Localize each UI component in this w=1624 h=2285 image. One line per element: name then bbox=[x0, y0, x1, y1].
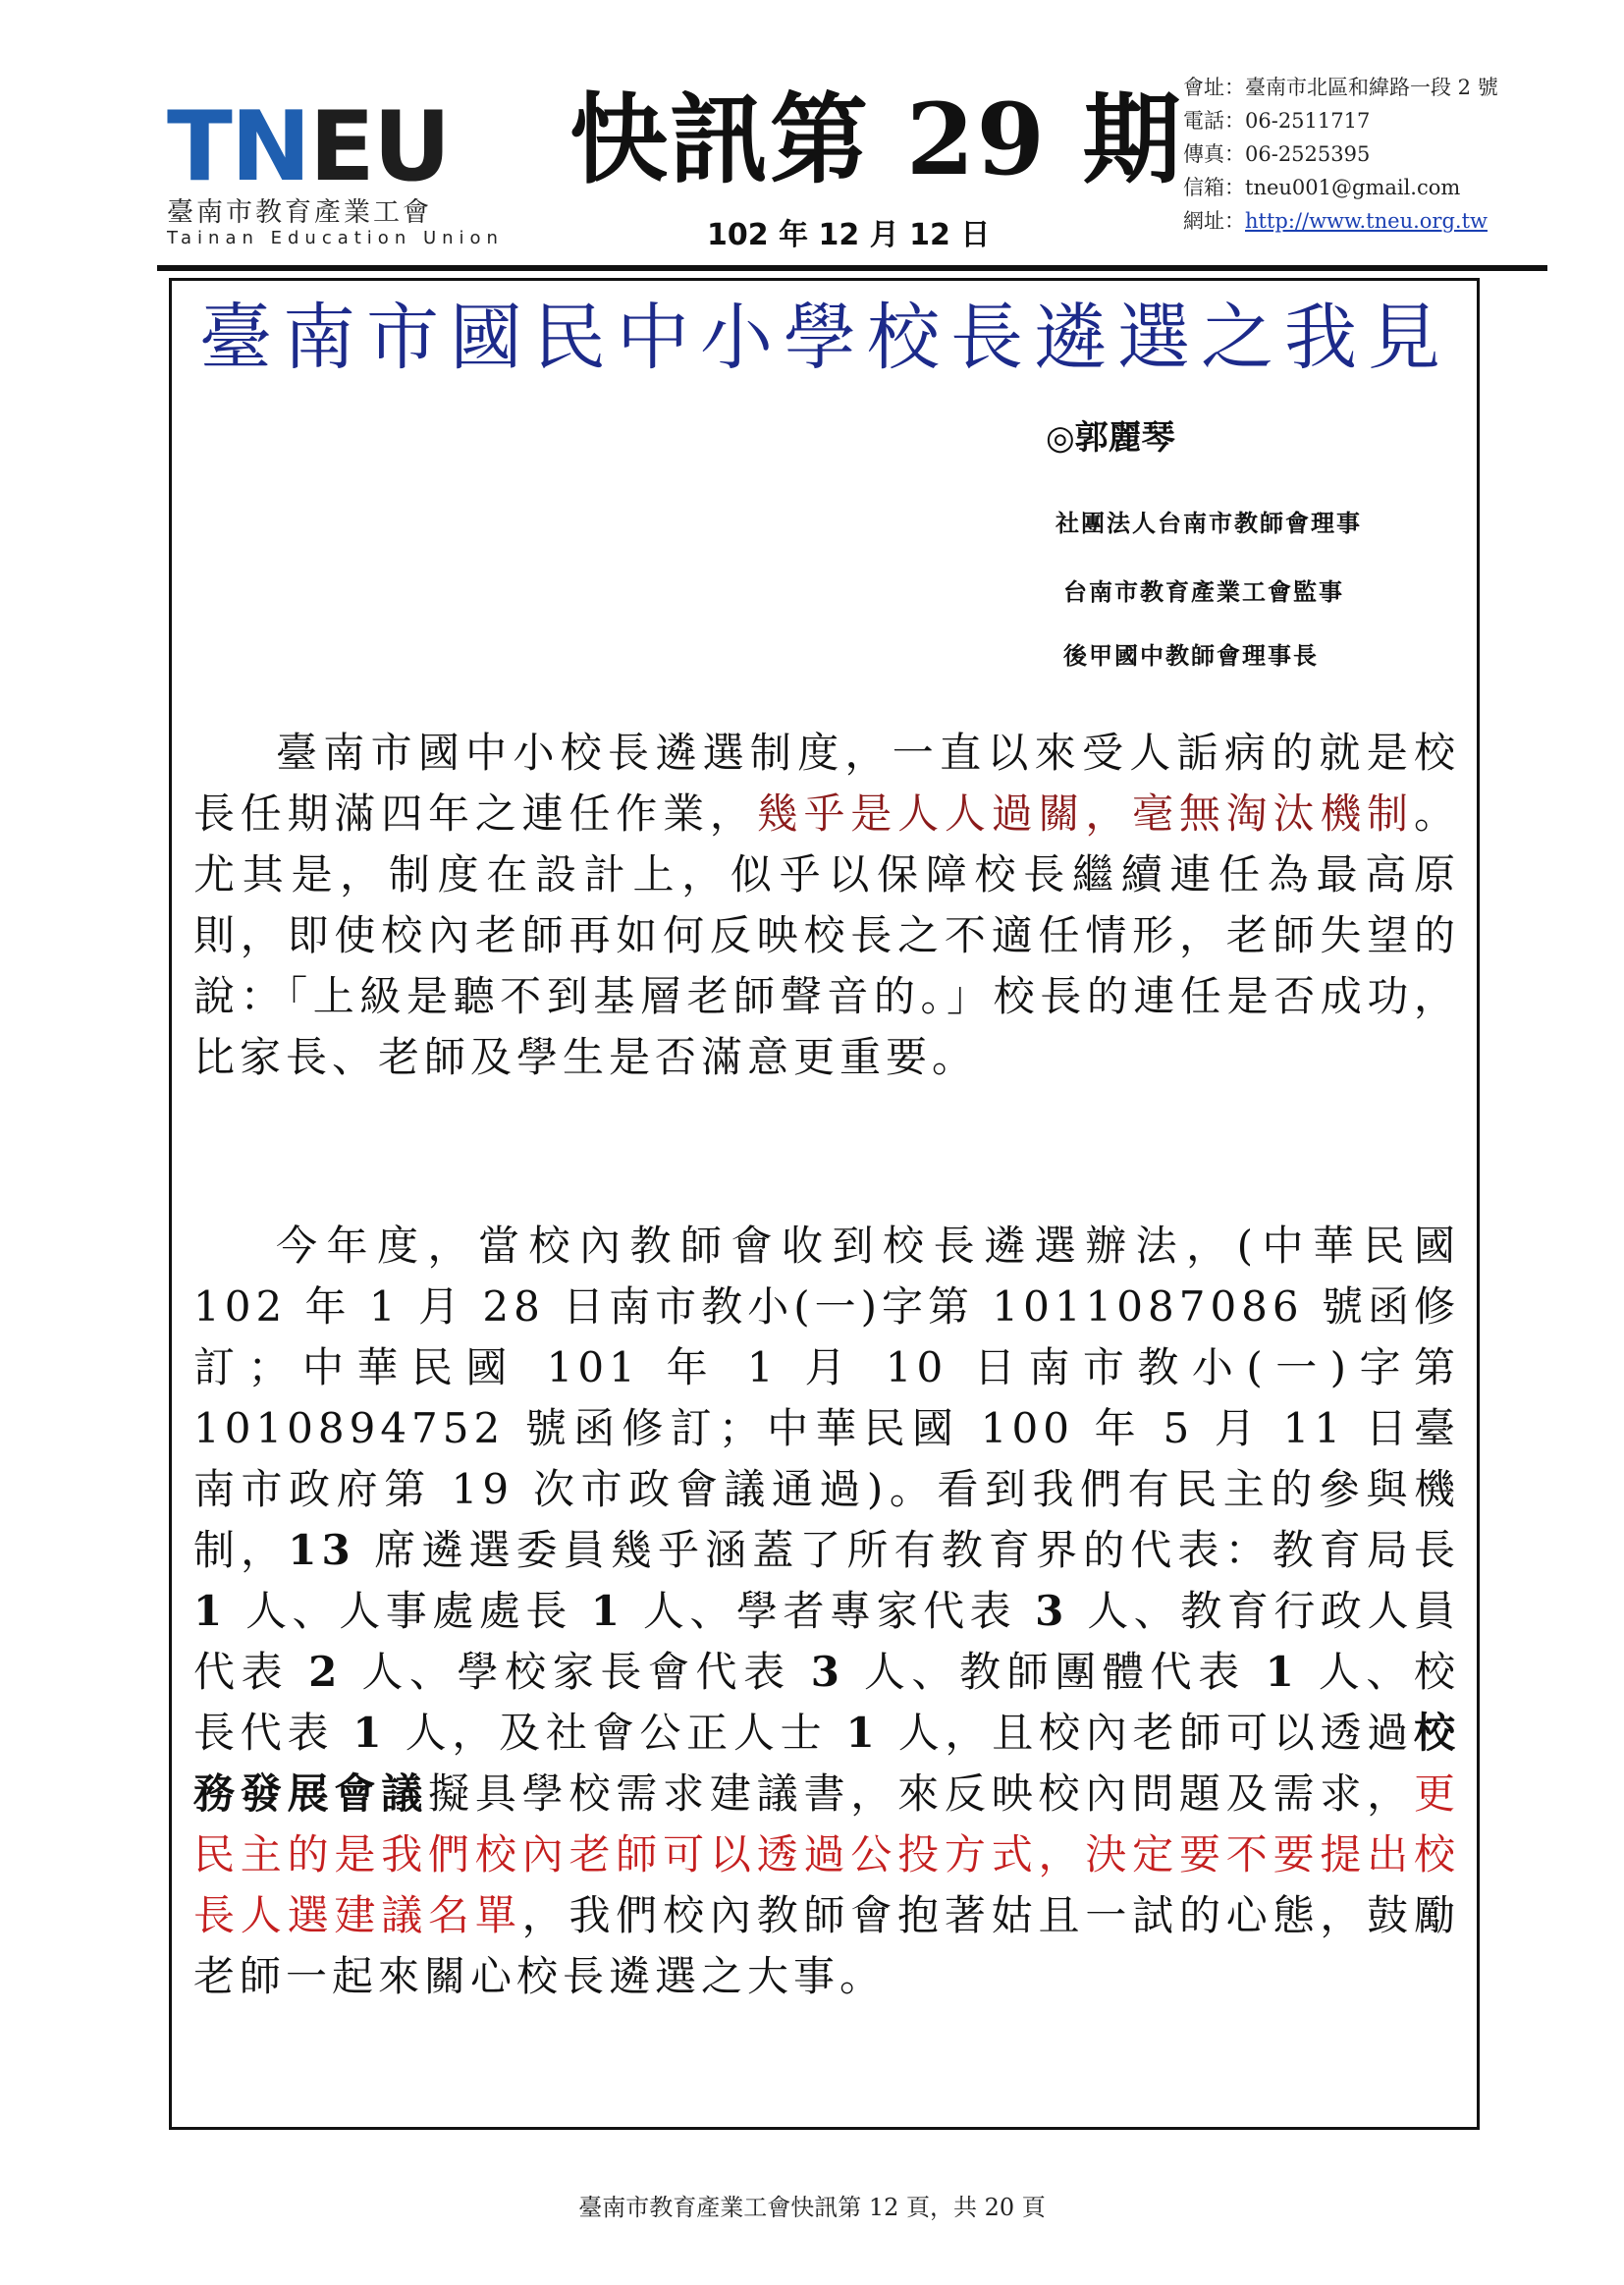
logo-mark bbox=[167, 91, 550, 203]
newsletter-header bbox=[0, 0, 1624, 275]
paragraph-text: 人、教育行政人員代表 bbox=[193, 1587, 1461, 1696]
paragraph-text: ，我們校內教師會抱著姑且一試的心態，鼓勵老師一起來關心校長遴選之大事。 bbox=[193, 1891, 1460, 2000]
bold-number: 1 bbox=[352, 1709, 387, 1757]
bold-term: 校務發展會議 bbox=[193, 1709, 1460, 1818]
article-paragraph-2 bbox=[193, 1216, 1460, 2007]
paragraph-text: 今年度，當校內教師會收到校長遴選辦法，(中華民國 102 年 1 月 28 日南市教小(一)字第 1011087086 號函修訂；中華民國 101 年 1 月 10 日南市教小(一)字第 1010894752 號函修訂；中華民國 100 年 5 月 11 日臺南市政府第 19 次市政會議通過)。看到我們有民主的參與機制， bbox=[193, 1222, 1460, 1574]
logo-mark-eu: EU bbox=[308, 91, 450, 203]
bold-number: 2 bbox=[308, 1648, 343, 1696]
paragraph-text: 人、學校家長會代表 bbox=[342, 1648, 811, 1696]
author-role: 台南市教育產業工會監事 bbox=[1063, 577, 1344, 606]
highlighted-text: 更民主的是我們校內老師可以透過公投方式，決定要不要提出校長人選建議名單 bbox=[193, 1769, 1460, 1939]
contact-website-label: 網址： bbox=[1183, 209, 1245, 233]
logo-chinese-name: 臺南市教育產業工會 bbox=[167, 197, 432, 228]
bold-number: 1 bbox=[845, 1709, 880, 1757]
article-paragraph-1 bbox=[193, 723, 1460, 1088]
paragraph-text: 人、學者專家代表 bbox=[624, 1587, 1036, 1635]
header-divider bbox=[157, 265, 1547, 271]
author-role: 社團法人台南市教師會理事 bbox=[1056, 509, 1362, 537]
bold-number: 13 bbox=[288, 1526, 355, 1574]
paragraph-text: 人，及社會公正人士 bbox=[386, 1709, 846, 1757]
issue-date: 102 年 12 月 12 日 bbox=[707, 218, 991, 252]
paragraph-text: 人、校長代表 bbox=[193, 1648, 1461, 1757]
bold-number: 3 bbox=[810, 1648, 844, 1696]
paragraph-text: 席遴選委員幾乎涵蓋了所有教育界的代表：教育局長 bbox=[354, 1526, 1460, 1574]
contact-info bbox=[1183, 71, 1556, 238]
bold-number: 3 bbox=[1035, 1587, 1069, 1635]
author-role: 後甲國中教師會理事長 bbox=[1063, 641, 1319, 670]
website-link[interactable]: http://www.tneu.org.tw bbox=[1245, 209, 1488, 233]
logo-mark-tn: TN bbox=[167, 91, 309, 203]
logo-english-name: Tainan Education Union bbox=[167, 228, 504, 248]
tneu-logo bbox=[167, 91, 550, 248]
author-byline: ◎郭麗琴 bbox=[1046, 418, 1175, 458]
article-box bbox=[169, 278, 1480, 2130]
contact-address: 會址：臺南市北區和緯路一段 2 號 bbox=[1183, 76, 1498, 99]
bold-number: 1 bbox=[1265, 1648, 1299, 1696]
contact-email: 信箱：tneu001@gmail.com bbox=[1183, 176, 1461, 199]
issue-title: 快訊第 29 期 bbox=[569, 82, 1183, 197]
paragraph-text: 臺南市國中小校長遴選制度，一直以來受人詬病的就是校長任期滿四年之連任作業， bbox=[193, 729, 1460, 838]
highlighted-text: 幾乎是人人過關，毫無淘汰機制 bbox=[756, 789, 1414, 838]
page-footer: 臺南市教育產業工會快訊第 12 頁，共 20 頁 bbox=[578, 2194, 1046, 2221]
paragraph-text: 擬具學校需求建議書，來反映校內問題及需求， bbox=[428, 1769, 1414, 1818]
contact-fax: 傳真：06-2525395 bbox=[1183, 142, 1371, 166]
bold-number: 1 bbox=[590, 1587, 625, 1635]
bold-number: 1 bbox=[193, 1587, 228, 1635]
paragraph-text: 人，且校內老師可以透過 bbox=[879, 1709, 1414, 1757]
paragraph-text: 。尤其是，制度在設計上，似乎以保障校長繼續連任為最高原則，即使校內老師再如何反映校長之不適任情形，老師失望的說：「上級是聽不到基層老師聲音的。」校長的連任是否成功，比家長、老師及學生是否滿意更重要。 bbox=[193, 789, 1460, 1081]
article-title: 臺南市國民中小學校長遴選之我見 bbox=[199, 296, 1451, 380]
contact-website bbox=[1183, 204, 1556, 238]
contact-phone: 電話：06-2511717 bbox=[1183, 109, 1371, 133]
paragraph-text: 人、人事處處長 bbox=[227, 1587, 591, 1635]
paragraph-text: 人、教師團體代表 bbox=[843, 1648, 1266, 1696]
